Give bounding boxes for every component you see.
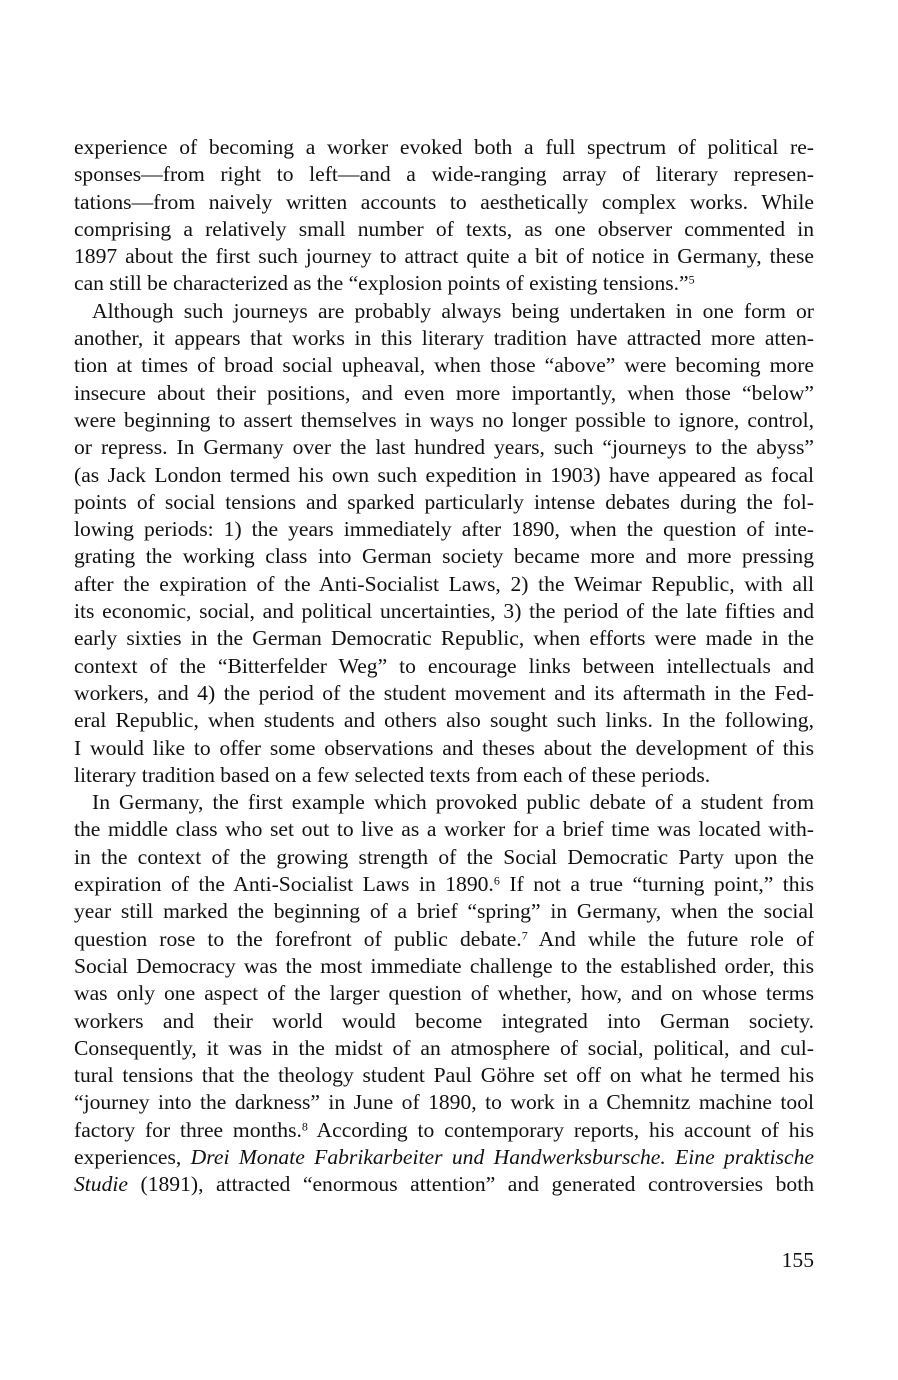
text-line [74,1144,814,1171]
text-line: in the context of the growing strength of the Social Democratic Party upon the [74,844,814,869]
text-line: eral Republic, when students and others also sought such links. In the following, [74,708,814,733]
text-line: tural tensions that the theology student Paul Göhre set off on what he termed his [74,1063,814,1088]
text-line: its economic, social, and political uncertainties, 3) the period of the late fifties and [74,599,814,624]
text-line-content: question rose to the forefront of public debate. [74,926,522,951]
text-line: were beginning to assert themselves in ways no longer possible to ignore, control, [74,407,814,432]
text-line: Although such journeys are probably always being undertaken in one form or [92,298,814,323]
text-line: the middle class who set out to live as a worker for a brief time was located with- [74,817,814,842]
text-line: Social Democracy was the most immediate challenge to the established order, this [74,953,814,978]
text-line: I would like to offer some observations and theses about the development of this [74,735,814,760]
text-line: workers and their world would become integrated into German society. [74,1008,814,1033]
text-line-content: (1891), attracted “enormous attention” and generated controversies both [127,1172,814,1197]
text-line [74,1171,814,1198]
text-line: early sixties in the German Democratic Republic, when efforts were made in the [74,626,814,651]
text-line: context of the “Bitterfelder Weg” to encourage links between intellectuals and [74,653,814,678]
text-line: sponses—from right to left—and a wide-ranging array of literary represen- [74,162,814,187]
text-line: points of social tensions and sparked particularly intense debates during the fol- [74,489,814,514]
book-title: Studie [74,1172,128,1197]
text-line-content: can still be characterized as the “explosion points of existing tensions.” [74,271,689,296]
text-line: literary tradition based on a few selected texts from each of these periods. [74,762,711,787]
text-line: (as Jack London termed his own such expedition in 1903) have appeared as focal [74,462,814,487]
text-line: tations—from naively written accounts to aesthetically complex works. While [74,189,814,214]
text-line [74,926,814,953]
text-line [74,871,814,898]
body-text [74,134,814,1199]
text-line: experience of becoming a worker evoked both a full spectrum of political re- [74,135,814,159]
text-line: comprising a relatively small number of texts, as one observer commented in [74,216,814,241]
text-line: 1897 about the first such journey to attract quite a bit of notice in Germany, these [74,244,814,269]
text-line: Consequently, it was in the midst of an atmosphere of social, political, and cul- [74,1035,814,1060]
text-line-content: experiences, [74,1144,191,1169]
text-line-content: According to contemporary reports, his account of his [307,1117,814,1142]
text-line: another, it appears that works in this literary tradition have attracted more atten- [74,326,814,351]
text-line: after the expiration of the Anti-Socialist Laws, 2) the Weimar Republic, with all [74,571,814,596]
footnote-marker: 5 [688,272,695,287]
text-line: In Germany, the first example which provoked public debate of a student from [92,790,814,815]
text-line: lowing periods: 1) the years immediately after 1890, when the question of inte- [74,517,814,542]
text-line: grating the working class into German society became more and more pressing [74,544,814,569]
book-title: Drei Monate Fabrikarbeiter und Handwerksbursche. Eine praktische [190,1144,814,1169]
text-line: insecure about their positions, and even more importantly, when those “below” [74,380,814,405]
text-line: year still marked the beginning of a brief “spring” in Germany, when the social [74,899,814,924]
footnote-marker: 6 [493,873,500,888]
text-line: tion at times of broad social upheaval, when those “above” were becoming more [74,353,814,378]
text-line-content: If not a true “turning point,” this [499,872,815,897]
text-line [74,1117,814,1144]
text-line: workers, and 4) the period of the student movement and its aftermath in the Fed- [74,680,814,705]
text-line-content: And while the future role of [527,926,814,951]
text-line-content: expiration of the Anti-Socialist Laws in 1890. [74,872,494,897]
text-line: or repress. In Germany over the last hundred years, such “journeys to the abyss” [74,435,814,460]
footnote-marker: 7 [521,928,528,943]
text-line-content: factory for three months. [74,1117,302,1142]
footnote-marker: 8 [301,1119,308,1134]
text-line [74,270,814,297]
page-number: 155 [781,1248,814,1272]
text-line: was only one aspect of the larger question of whether, how, and on whose terms [74,981,814,1006]
text-line: “journey into the darkness” in June of 1890, to work in a Chemnitz machine tool [74,1090,814,1115]
